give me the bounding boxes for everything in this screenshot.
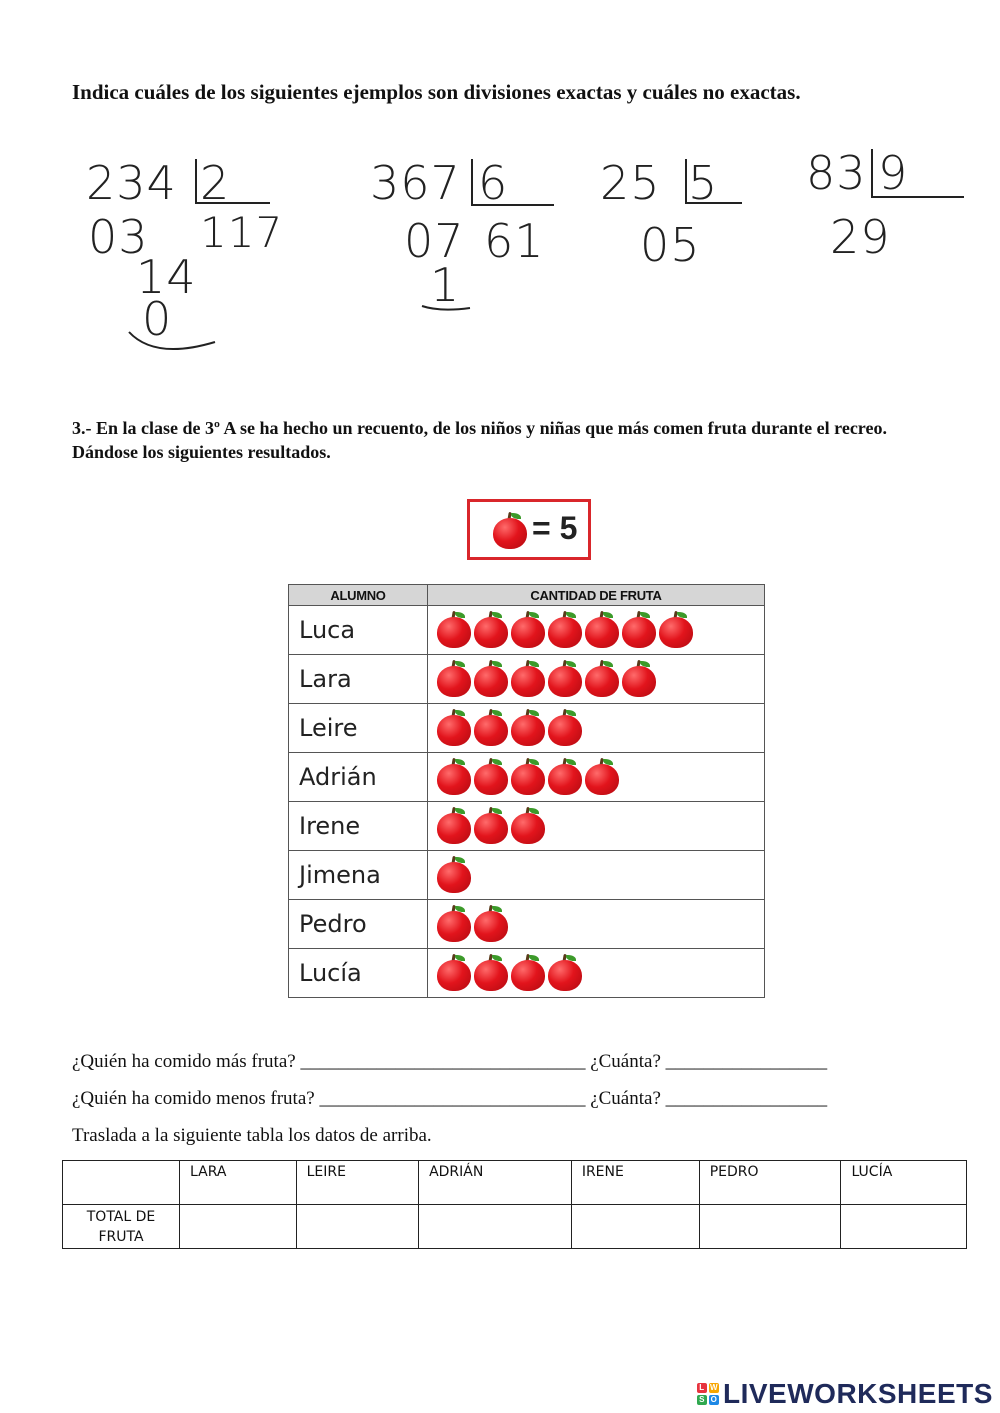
apple-icon bbox=[510, 758, 546, 796]
col-pedro: PEDRO bbox=[699, 1161, 841, 1205]
apple-icon bbox=[510, 807, 546, 845]
logo-mark-o: O bbox=[710, 1395, 718, 1404]
apple-icon bbox=[473, 611, 509, 649]
division-2-remainder-line: 07 bbox=[404, 214, 465, 268]
fruit-count-cell bbox=[428, 949, 765, 998]
division-4-dividend: 83 bbox=[806, 146, 867, 200]
col-irene: IRENE bbox=[571, 1161, 699, 1205]
pictogram-row bbox=[289, 851, 765, 900]
apple-icon bbox=[473, 660, 509, 698]
apple-icon bbox=[547, 709, 583, 747]
logo-mark-icon bbox=[697, 1383, 719, 1405]
student-name: Adrián bbox=[289, 753, 428, 802]
division-2-underline bbox=[420, 300, 475, 314]
student-name: Lara bbox=[289, 655, 428, 704]
division-4-result: 29 bbox=[830, 210, 891, 264]
header-cantidad: CANTIDAD DE FRUTA bbox=[428, 585, 765, 606]
apple-icon bbox=[436, 905, 472, 943]
division-2-remainder: 1 bbox=[430, 258, 461, 312]
apple-icon bbox=[436, 758, 472, 796]
apple-icon bbox=[436, 856, 472, 894]
apple-icon bbox=[547, 660, 583, 698]
pictogram-row bbox=[289, 753, 765, 802]
student-name: Lucía bbox=[289, 949, 428, 998]
apple-icon bbox=[621, 660, 657, 698]
question-3-text: 3.- En la clase de 3º A se ha hecho un recuento, de los niños y niñas que más comen fruta durante el recreo. Dándose los siguientes resultados. bbox=[72, 418, 887, 462]
division-1-partial: 14 bbox=[136, 250, 197, 304]
answer-cell-lara[interactable] bbox=[180, 1205, 297, 1249]
pictogram-row bbox=[289, 802, 765, 851]
pictogram-row bbox=[289, 900, 765, 949]
division-3-dividend: 25 bbox=[600, 156, 661, 210]
apple-icon bbox=[510, 660, 546, 698]
answer-cell-irene[interactable] bbox=[571, 1205, 699, 1249]
answer-cell-lucia[interactable] bbox=[841, 1205, 967, 1249]
answer-cell-pedro[interactable] bbox=[699, 1205, 841, 1249]
liveworksheets-logo[interactable] bbox=[697, 1378, 993, 1410]
student-name: Leire bbox=[289, 704, 428, 753]
question-least-fruit: ¿Quién ha comido menos fruta? ____________________________ ¿Cuánta? _________________ bbox=[72, 1088, 828, 1109]
apple-icon bbox=[547, 611, 583, 649]
apple-icon bbox=[584, 660, 620, 698]
exercise-instruction: Indica cuáles de los siguientes ejemplos son divisiones exactas y cuáles no exactas. bbox=[72, 80, 801, 104]
answer-cell-leire[interactable] bbox=[296, 1205, 419, 1249]
col-leire: LEIRE bbox=[296, 1161, 419, 1205]
division-1-bracket bbox=[190, 155, 275, 210]
division-1-quotient: 117 bbox=[200, 208, 284, 257]
pictogram-rows bbox=[289, 606, 765, 998]
fruit-count-cell bbox=[428, 753, 765, 802]
totals-corner-cell bbox=[63, 1161, 180, 1205]
row-label-total: TOTAL DE FRUTA bbox=[63, 1205, 180, 1249]
apple-icon bbox=[436, 660, 472, 698]
apple-icon bbox=[473, 758, 509, 796]
table-instruction: Traslada a la siguiente tabla los datos de arriba. bbox=[72, 1125, 432, 1146]
logo-mark-s: S bbox=[697, 1395, 707, 1405]
division-3-divisor: 5 bbox=[688, 156, 719, 210]
col-lucia: LUCÍA bbox=[841, 1161, 967, 1205]
apple-icon bbox=[621, 611, 657, 649]
division-2-quotient: 61 bbox=[484, 214, 545, 268]
fruit-count-cell bbox=[428, 900, 765, 949]
student-name: Luca bbox=[289, 606, 428, 655]
apple-icon bbox=[658, 611, 694, 649]
logo-mark-l: L bbox=[697, 1383, 707, 1393]
division-3-result: 05 bbox=[640, 218, 701, 272]
pictogram-key bbox=[467, 499, 591, 560]
logo-mark-w: W bbox=[709, 1383, 719, 1392]
fruit-count-cell bbox=[428, 606, 765, 655]
apple-icon bbox=[547, 954, 583, 992]
division-1-remainder: 0 bbox=[142, 292, 173, 346]
pictogram-key-value: = 5 bbox=[532, 510, 578, 546]
division-2-dividend: 367 bbox=[370, 156, 461, 210]
pictogram-table bbox=[288, 584, 765, 998]
header-alumno: ALUMNO bbox=[289, 585, 428, 606]
division-1-underline bbox=[125, 330, 220, 360]
student-name: Jimena bbox=[289, 851, 428, 900]
division-2-bracket bbox=[466, 155, 558, 210]
pictogram-row bbox=[289, 606, 765, 655]
totals-table bbox=[62, 1160, 967, 1249]
answer-cell-adrian[interactable] bbox=[419, 1205, 572, 1249]
student-name: Irene bbox=[289, 802, 428, 851]
apple-icon bbox=[492, 512, 528, 550]
division-2-divisor: 6 bbox=[478, 156, 509, 210]
fruit-count-cell bbox=[428, 802, 765, 851]
pictogram-row bbox=[289, 655, 765, 704]
totals-header-row bbox=[63, 1161, 967, 1205]
division-4-bracket bbox=[866, 145, 968, 205]
apple-icon bbox=[510, 954, 546, 992]
apple-icon bbox=[436, 611, 472, 649]
apple-icon bbox=[473, 954, 509, 992]
division-1-divisor: 2 bbox=[200, 156, 231, 210]
fruit-count-cell bbox=[428, 851, 765, 900]
question-most-fruit: ¿Quién ha comido más fruta? ______________________________ ¿Cuánta? _________________ bbox=[72, 1051, 828, 1072]
totals-answer-row bbox=[63, 1205, 967, 1249]
apple-icon bbox=[584, 611, 620, 649]
apple-icon bbox=[436, 954, 472, 992]
apple-icon bbox=[473, 807, 509, 845]
division-1-remainder-line: 03 bbox=[88, 210, 149, 264]
col-lara: LARA bbox=[180, 1161, 297, 1205]
fruit-count-cell bbox=[428, 655, 765, 704]
apple-icon bbox=[436, 807, 472, 845]
apple-icon bbox=[473, 709, 509, 747]
division-3-bracket bbox=[680, 155, 746, 210]
apple-icon bbox=[436, 709, 472, 747]
apple-icon bbox=[473, 905, 509, 943]
apple-icon bbox=[510, 709, 546, 747]
apple-icon bbox=[547, 758, 583, 796]
division-1-dividend: 234 bbox=[86, 156, 177, 210]
logo-text: LIVEWORKSHEETS bbox=[723, 1378, 993, 1409]
fruit-count-cell bbox=[428, 704, 765, 753]
apple-icon bbox=[584, 758, 620, 796]
division-4-divisor: 9 bbox=[878, 146, 909, 200]
apple-icon bbox=[510, 611, 546, 649]
pictogram-row bbox=[289, 704, 765, 753]
student-name: Pedro bbox=[289, 900, 428, 949]
col-adrian: ADRIÁN bbox=[419, 1161, 572, 1205]
pictogram-row bbox=[289, 949, 765, 998]
